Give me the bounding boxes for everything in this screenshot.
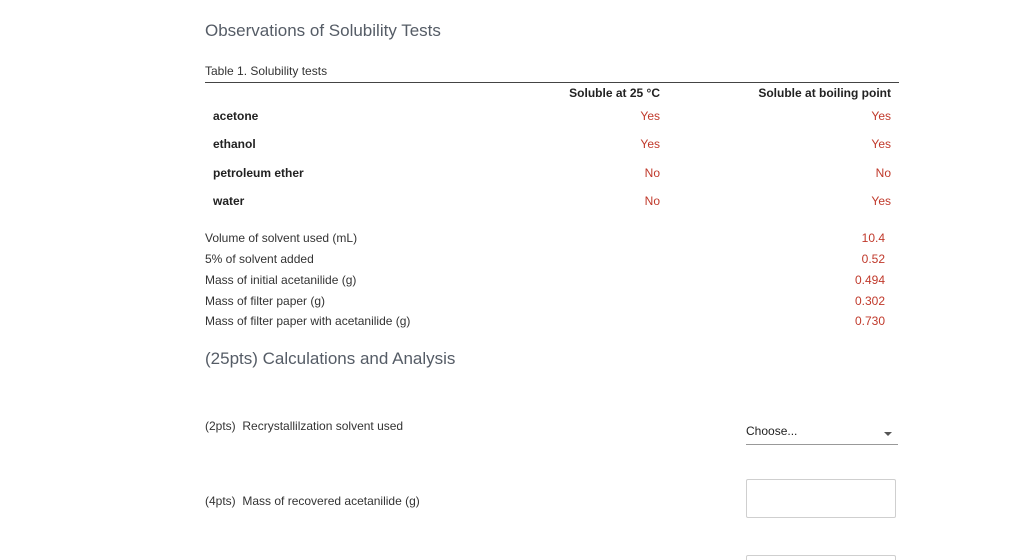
row-label-solvent: water xyxy=(213,194,245,208)
measurement-label: Mass of filter paper (g) xyxy=(205,294,326,308)
cell-soluble-25c: Yes xyxy=(640,109,660,123)
question-text: Recrystallilzation solvent used xyxy=(242,419,404,433)
row-label-solvent: ethanol xyxy=(213,137,256,151)
cell-soluble-25c: No xyxy=(644,194,660,208)
cell-soluble-boiling: Yes xyxy=(871,109,891,123)
question-text: Mass of recovered acetanilide (g) xyxy=(242,494,420,508)
cell-soluble-boiling: Yes xyxy=(871,137,891,151)
question-mass-label xyxy=(205,494,420,508)
table-caption: Table 1. Solubility tests xyxy=(205,64,328,78)
row-label-solvent: acetone xyxy=(213,109,259,123)
row-label-solvent: petroleum ether xyxy=(213,166,304,180)
question-points: (2pts) xyxy=(205,419,236,433)
measurement-value: 0.730 xyxy=(854,314,885,328)
question-solvent-label xyxy=(205,419,403,433)
observations-title: Observations of Solubility Tests xyxy=(205,21,441,40)
measurement-value: 0.52 xyxy=(861,252,885,266)
cell-soluble-boiling: No xyxy=(875,166,891,180)
cell-soluble-boiling: Yes xyxy=(871,194,891,208)
analysis-title: (25pts) Calculations and Analysis xyxy=(205,349,456,368)
measurement-label: Mass of initial acetanilide (g) xyxy=(205,273,357,287)
measurement-label: Mass of filter paper with acetanilide (g) xyxy=(205,314,411,328)
solvent-select-value: Choose... xyxy=(746,424,798,438)
cell-soluble-25c: No xyxy=(644,166,660,180)
chevron-down-icon xyxy=(884,432,892,436)
measurement-value: 10.4 xyxy=(861,231,885,245)
measurement-value: 0.494 xyxy=(854,273,885,287)
next-answer-input[interactable] xyxy=(746,555,896,560)
solvent-select[interactable] xyxy=(746,418,898,445)
cell-soluble-25c: Yes xyxy=(640,137,660,151)
recovered-mass-input[interactable] xyxy=(746,479,896,518)
measurement-value: 0.302 xyxy=(854,294,885,308)
table-top-rule xyxy=(205,82,899,83)
column-header-25c: Soluble at 25 °C xyxy=(569,86,660,100)
measurement-label: 5% of solvent added xyxy=(205,252,314,266)
measurement-label: Volume of solvent used (mL) xyxy=(205,231,358,245)
question-points: (4pts) xyxy=(205,494,236,508)
column-header-boiling: Soluble at boiling point xyxy=(758,86,891,100)
